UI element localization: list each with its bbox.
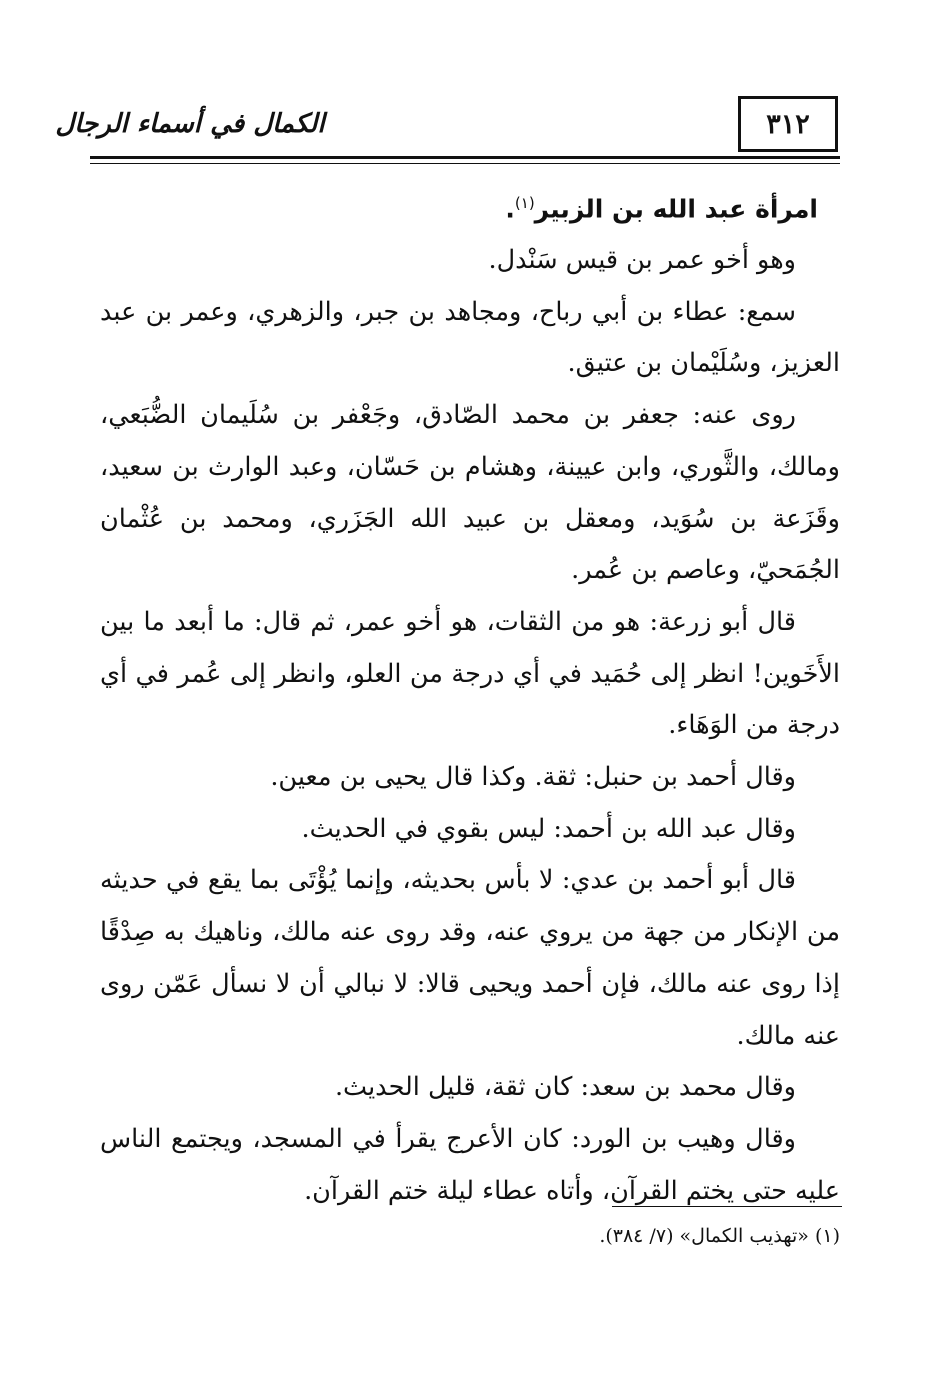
paragraph-abu-zura: قال أبو زرعة: هو من الثقات، هو أخو عمر، ثم قال: ما أبعد ما بين الأَخَوين! انظر إلى حُمَيد في أي درجة من العلو، وانظر إلى عُمر في أي درجة من الوَهَاء.: [100, 606, 840, 741]
paragraph-narrated-by: روى عنه: جعفر بن محمد الصّادق، وجَعْفر بن سُلَيمان الضُّبَعي، ومالك، والثَّوري، وابن عيينة، وهشام بن حَسّان، وعبد الوارث بن سعيد، وقَزَعة بن سُوَيد، ومعقل بن عبيد الله الجَزَري، ومحمد بن عُثْمان الجُمَحيّ، وعاصم بن عُمر.: [100, 400, 840, 586]
book-title: الكمال في أسماء الرجال: [55, 109, 325, 139]
paragraph-relation: وهو أخو عمر بن قيس سَنْدل.: [488, 245, 796, 276]
paragraph-wuhayb: وقال وهيب بن الورد: كان الأعرج يقرأ في المسجد، ويجتمع الناس عليه حتى يختم القرآن، وأتاه عطاء ليلة ختم القرآن.: [100, 1123, 840, 1206]
entry-title-end: .: [505, 194, 515, 224]
footnote-reference: (١): [514, 194, 535, 212]
main-text: [100, 178, 840, 1217]
paragraph-ahmad-ibn-hanbal: وقال أحمد بن حنبل: ثقة. وكذا قال يحيى بن معين.: [270, 762, 796, 793]
footnote: (١) «تهذيب الكمال» (٧/ ٣٨٤).: [599, 1225, 840, 1247]
paragraph-heard-from: سمع: عطاء بن أبي رباح، ومجاهد بن جبر، والزهري، وعمر بن عبد العزيز، وسُلَيْمان بن عتيق.: [100, 296, 840, 379]
paragraph-abdullah-ibn-ahmad: وقال عبد الله بن أحمد: ليس بقوي في الحديث.: [301, 813, 796, 844]
page-number: ٣١٢: [738, 96, 838, 152]
footnote-divider: [612, 1206, 842, 1207]
paragraph-ibn-adi: قال أبو أحمد بن عدي: لا بأس بحديثه، وإنما يُؤْتَى بما يقع في حديثه من الإنكار من جهة من يروي عنه، وقد روى عنه مالك، وناهيك به صِدْقًا إذا روى عنه مالك، فإن أحمد ويحيى قالا: لا نبالي أن لا نسأل عَمّن روى عنه مالك.: [100, 865, 840, 1051]
entry-title: [100, 178, 840, 235]
header-rule-thin: [90, 163, 840, 164]
header-rule-thick: [90, 156, 840, 159]
paragraph-ibn-sad: وقال محمد بن سعد: كان ثقة، قليل الحديث.: [334, 1072, 796, 1103]
entry-title-text: امرأة عبد الله بن الزبير: [534, 194, 818, 224]
page-header: [0, 0, 948, 170]
